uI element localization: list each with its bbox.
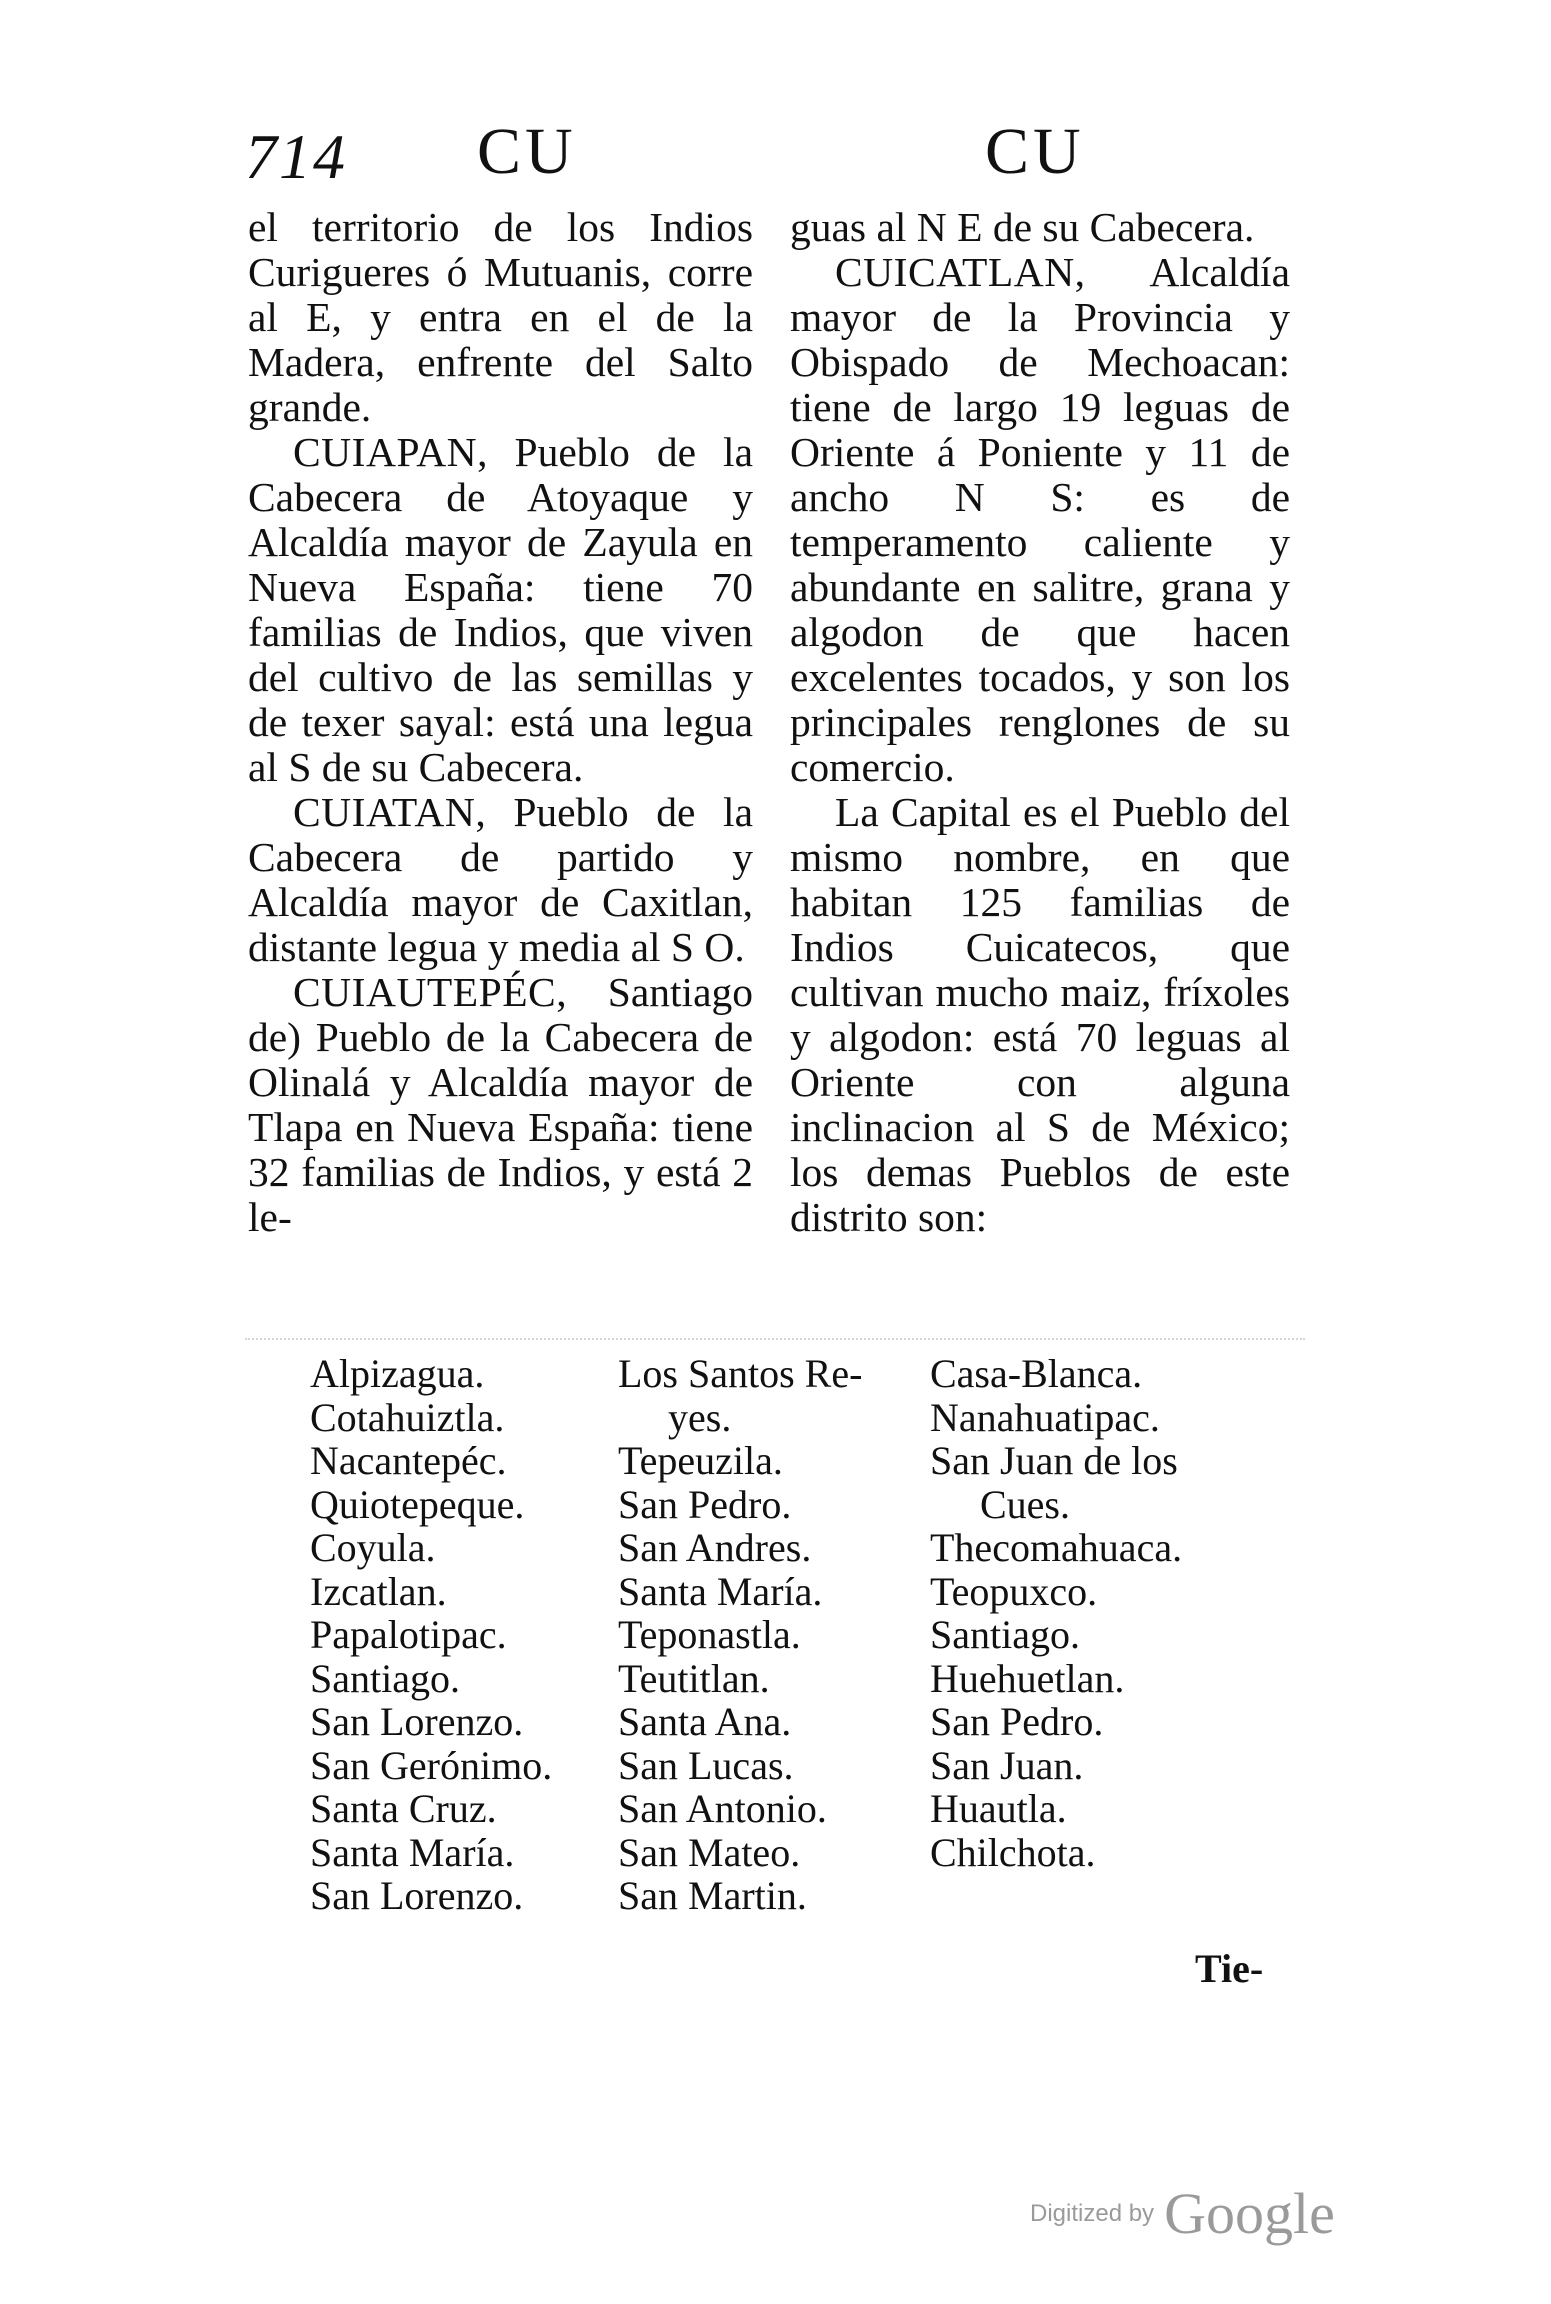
watermark-brand: Google xyxy=(1164,2181,1335,2246)
running-head-left: CU xyxy=(477,115,577,188)
list-item: Huehuetlan. xyxy=(930,1655,1125,1701)
list-item: San Lorenzo. xyxy=(310,1699,524,1744)
page-number: 714 xyxy=(245,121,347,192)
town-list-column-2 xyxy=(618,1352,862,1918)
entry-body: , Pueblo de la Cabecera de Atoyaque y Alcaldía mayor de Zayula en Nueva España: tiene 70 familias de Indios, que viven del cultivo de las semillas y de texer sayal: está una legua al S de su Cabecera. xyxy=(248,429,753,790)
list-item: Cues. xyxy=(980,1481,1070,1527)
list-item: San Martin. xyxy=(618,1873,807,1918)
paragraph-continuation: el territorio de los Indios Curigueres ó Mutuanis, corre al E, y entra en el de la Madera, enfrente del Salto grande. xyxy=(248,204,753,430)
entry-body: , Pueblo de la Cabecera de partido y Alcaldía mayor de Caxitlan, distante legua y media al S O. xyxy=(248,789,753,970)
catchword: Tie- xyxy=(1195,1946,1264,1991)
paragraph-continuation: guas al N E de su Cabecera. xyxy=(790,204,1255,250)
list-item: Casa-Blanca. xyxy=(930,1351,1143,1396)
list-item: San Pedro. xyxy=(930,1699,1104,1744)
town-list-column-1 xyxy=(310,1352,552,1918)
paragraph-capital: La Capital es el Pueblo del mismo nombre, en que habitan 125 familias de Indios Cuicatecos, que cultivan mucho maiz, fríxoles y algodon: está 70 leguas al Oriente con alguna inclinacion al S de México; los demas Pueblos de este distrito son: xyxy=(790,789,1290,1240)
list-item: Teponastla. xyxy=(618,1612,801,1657)
entry-headword: CUICATLAN xyxy=(835,249,1075,295)
entry-cuicatlan xyxy=(790,250,1290,790)
list-item: Santa Cruz. xyxy=(310,1786,497,1831)
list-item: Thecomahuaca. xyxy=(930,1525,1183,1570)
list-item: Alpizagua. xyxy=(310,1351,485,1396)
entry-body: , Alcaldía mayor de la Provincia y Obispado de Mechoacan: tiene de largo 19 leguas de Oriente á Poniente y 11 de ancho N S: es de temperamento caliente y abundante en salitre, grana y algodon de que hacen excelentes tocados, y son los principales renglones de su comercio. xyxy=(790,249,1290,790)
digitization-watermark xyxy=(1030,2180,1335,2247)
list-item: Cotahuiztla. xyxy=(310,1394,505,1440)
left-column xyxy=(248,205,753,1240)
list-item: Los Santos Re- xyxy=(618,1351,863,1396)
list-item: Nacantepéc. xyxy=(310,1438,507,1483)
list-item: Quiotepeque. xyxy=(310,1481,525,1527)
list-item: San Juan. xyxy=(930,1742,1084,1788)
entry-headword: CUIAPAN xyxy=(293,429,478,475)
list-item: Santa María. xyxy=(618,1568,823,1614)
list-item: Teutitlan. xyxy=(618,1655,770,1701)
list-item: San Andres. xyxy=(618,1525,812,1570)
running-head-right: CU xyxy=(985,115,1085,188)
list-item: yes. xyxy=(668,1394,732,1440)
watermark-prefix: Digitized by xyxy=(1030,2199,1155,2227)
list-item: San Antonio. xyxy=(618,1786,827,1831)
list-item: Nanahuatipac. xyxy=(930,1394,1160,1440)
list-item: San Lucas. xyxy=(618,1742,794,1788)
section-divider xyxy=(245,1338,1305,1340)
list-item: San Gerónimo. xyxy=(310,1742,553,1788)
list-item: Teopuxco. xyxy=(930,1568,1098,1614)
page-header xyxy=(245,115,1305,210)
list-item: Santiago. xyxy=(930,1612,1080,1657)
list-item: Izcatlan. xyxy=(310,1568,447,1614)
list-item: San Juan de los xyxy=(930,1438,1178,1483)
list-item: Santa Ana. xyxy=(618,1699,792,1744)
list-item: San Lorenzo. xyxy=(310,1873,524,1918)
list-item: Papalotipac. xyxy=(310,1612,507,1657)
entry-cuiatan xyxy=(248,790,753,970)
town-list-column-3 xyxy=(930,1352,1182,1874)
list-item: Santa María. xyxy=(310,1829,515,1875)
entry-headword: CUIAUTEPÉC xyxy=(293,969,557,1015)
list-item: San Pedro. xyxy=(618,1481,792,1527)
entry-body: , Santiago de) Pueblo de la Cabecera de Olinalá y Alcaldía mayor de Tlapa en Nueva España: tiene 32 familias de Indios, y está 2 le- xyxy=(248,969,753,1240)
list-item: Santiago. xyxy=(310,1655,460,1701)
list-item: Chilchota. xyxy=(930,1829,1096,1875)
entry-cuiautepec xyxy=(248,970,753,1240)
list-item: Huautla. xyxy=(930,1786,1067,1831)
list-item: Tepeuzila. xyxy=(618,1438,783,1483)
list-item: San Mateo. xyxy=(618,1829,801,1875)
list-item: Coyula. xyxy=(310,1525,436,1570)
right-column xyxy=(790,205,1290,1240)
entry-headword: CUIATAN xyxy=(293,789,476,835)
entry-cuiapan xyxy=(248,430,753,790)
